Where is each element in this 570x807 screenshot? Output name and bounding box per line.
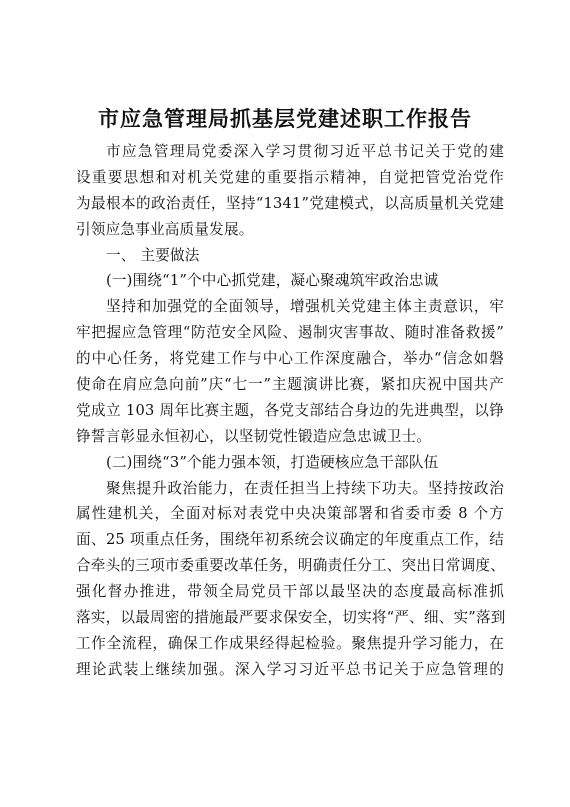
paragraph-line: 的中心任务，将党建工作与中心工作深度融合，举办“信念如磐 — [76, 350, 504, 368]
paragraph-line: 坚持和加强党的全面领导，增强机关党建主体主责意识，牢 — [106, 298, 504, 316]
paragraph-line: 工作全流程，确保工作成果经得起检验。聚焦提升学习能力，在 — [76, 634, 504, 652]
section-heading: (一)围绕“1”个中心抓党建，凝心聚魂筑牢政治忠诚 — [106, 272, 439, 290]
section-heading: (二)围绕“3”个能力强本领，打造硬核应急干部队伍 — [106, 453, 439, 471]
paragraph-line: 为最根本的政治责任，坚持“1341”党建模式，以高质量机关党建 — [76, 194, 504, 212]
paragraph-line: 牢把握应急管理“防范安全风险、遏制灾害事故、随时准备救援” — [76, 324, 504, 342]
paragraph-line: 市应急管理局党委深入学习贯彻习近平总书记关于党的建 — [106, 143, 504, 160]
paragraph-line: 引领应急事业高质量发展。 — [76, 220, 254, 238]
paragraph-line: 合牵头的三项市委重要改革任务，明确责任分工、突出日常调度、 — [76, 557, 506, 575]
paragraph-line: 聚焦提升政治能力，在责任担当上持续下功夫。坚持按政治 — [106, 479, 504, 497]
paragraph-line: 面、25 项重点任务，围绕年初系统会议确定的年度重点工作，结 — [76, 531, 504, 549]
paragraph-line: 使命在肩应急向前”庆“七一”主题演讲比赛，紧扣庆祝中国共产 — [76, 376, 504, 394]
paragraph-line: 党成立 103 周年比赛主题，各党支部结合身边的先进典型，以铮 — [76, 401, 504, 419]
paragraph-line: 理论武装上继续加强。深入学习习近平总书记关于应急管理的 — [76, 660, 504, 678]
paragraph-line: 落实，以最周密的措施最严要求保安全，切实将“严、细、实”落到 — [76, 609, 506, 627]
paragraph-line: 铮誓言彰显永恒初心，以坚韧党性锻造应急忠诚卫士。 — [76, 427, 432, 445]
paragraph-line: 强化督办推进，带领全局党员干部以最坚决的态度最高标准抓 — [76, 583, 504, 601]
paragraph-line: 属性建机关，全面对标对表党中央决策部署和省委市委 8 个方 — [76, 505, 504, 523]
paragraph-line: 设重要思想和对机关党建的重要指示精神，自觉把管党治党作 — [76, 168, 504, 186]
section-heading: 一、 主要做法 — [106, 246, 200, 264]
document-title: 市应急管理局抓基层党建述职工作报告 — [98, 106, 472, 131]
document-body — [76, 139, 504, 683]
